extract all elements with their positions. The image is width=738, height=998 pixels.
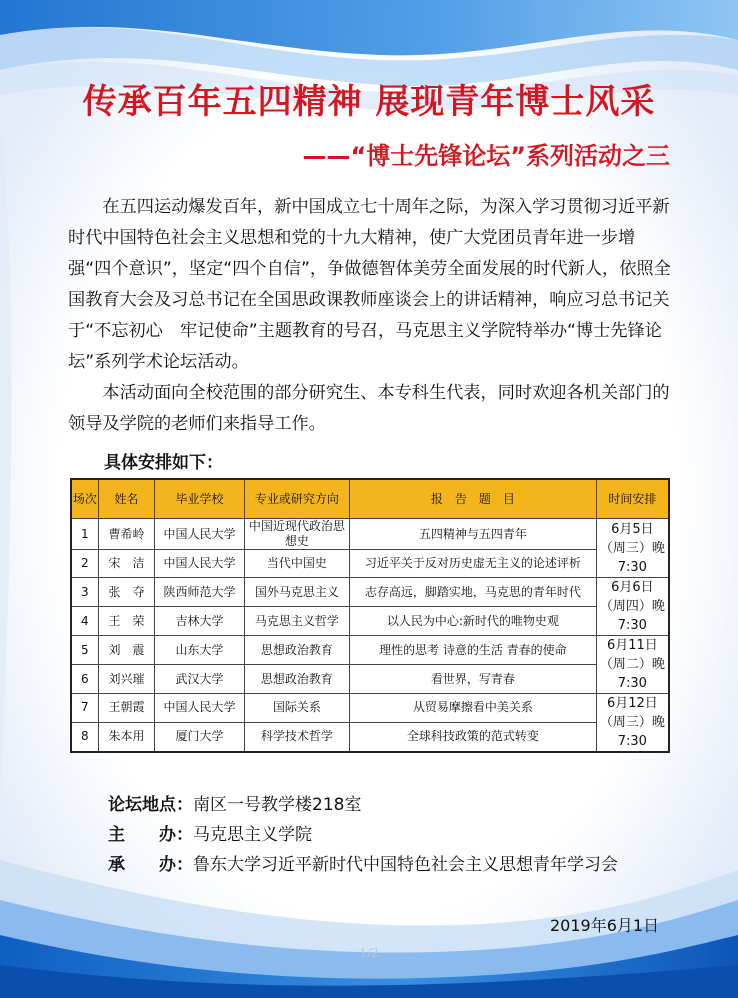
venue-label: 论坛地点：	[108, 795, 193, 815]
organizer-label: 承 办：	[108, 855, 193, 875]
intro-text	[68, 192, 672, 440]
cell-topic: 看世界，写青春	[349, 665, 596, 694]
cell-no: 5	[71, 636, 98, 665]
cell-no: 3	[71, 578, 98, 607]
table-row	[71, 550, 669, 578]
cell-major: 国际关系	[244, 694, 349, 723]
cell-name: 王朝霞	[98, 694, 154, 723]
header-topic: 报 告 题 目	[349, 479, 596, 519]
cell-major: 当代中国史	[244, 550, 349, 578]
cell-topic: 志存高远，脚踏实地，马克思的青年时代	[349, 578, 596, 607]
issue-date: 2019年6月1日	[550, 916, 660, 935]
cell-major: 马克思主义哲学	[244, 607, 349, 636]
cell-name: 刘兴璀	[98, 665, 154, 694]
cell-time: 6月12日（周三）晚7:30	[596, 694, 669, 753]
cell-school: 陕西师范大学	[155, 578, 245, 607]
cell-no: 7	[71, 694, 98, 723]
organizer-line	[108, 850, 618, 875]
host-value: 马克思主义学院	[193, 825, 312, 845]
table-row	[71, 519, 669, 550]
page-subtitle: ——“博士先锋论坛”系列活动之三	[302, 142, 670, 170]
table-row	[71, 694, 669, 723]
cell-topic: 理性的思考 诗意的生活 青春的使命	[349, 636, 596, 665]
cell-school: 吉林大学	[155, 607, 245, 636]
cell-topic: 五四精神与五四青年	[349, 519, 596, 550]
cell-topic: 全球科技政策的范式转变	[349, 722, 596, 752]
cell-school: 中国人民大学	[155, 694, 245, 723]
venue-value: 南区一号教学楼218室	[193, 795, 362, 815]
cell-name: 王 荣	[98, 607, 154, 636]
cell-name: 宋 洁	[98, 550, 154, 578]
cell-no: 2	[71, 550, 98, 578]
cell-school: 中国人民大学	[155, 550, 245, 578]
host-line	[108, 820, 312, 845]
table-row	[71, 636, 669, 665]
venue-line	[108, 790, 361, 815]
schedule-table	[70, 478, 670, 753]
table-row	[71, 665, 669, 694]
cell-major: 思想政治教育	[244, 636, 349, 665]
cell-topic: 习近平关于反对历史虚无主义的论述评析	[349, 550, 596, 578]
organizer-value: 鲁东大学习近平新时代中国特色社会主义思想青年学习会	[193, 855, 618, 875]
header-major: 专业或研究方向	[244, 479, 349, 519]
cell-name: 曹希岭	[98, 519, 154, 550]
cell-school: 武汉大学	[155, 665, 245, 694]
cell-time: 6月11日（周二）晚7:30	[596, 636, 669, 694]
arrangement-heading: 具体安排如下：	[104, 453, 223, 473]
header-school: 毕业学校	[155, 479, 245, 519]
cell-no: 8	[71, 722, 98, 752]
cell-major: 中国近现代政治思想史	[244, 519, 349, 550]
cell-major: 思想政治教育	[244, 665, 349, 694]
table-row	[71, 607, 669, 636]
cell-name: 张 夺	[98, 578, 154, 607]
cell-no: 1	[71, 519, 98, 550]
cell-no: 4	[71, 607, 98, 636]
page-title: 传承百年五四精神 展现青年博士风采	[82, 82, 656, 122]
cell-topic: 从贸易摩擦看中美关系	[349, 694, 596, 723]
cell-school: 厦门大学	[155, 722, 245, 752]
cell-major: 科学技术哲学	[244, 722, 349, 752]
cell-time: 6月6日（周四）晚7:30	[596, 578, 669, 636]
table-row	[71, 578, 669, 607]
host-label: 主 办：	[108, 825, 193, 845]
cell-school: 中国人民大学	[155, 519, 245, 550]
table-header-row	[71, 479, 669, 519]
cell-school: 山东大学	[155, 636, 245, 665]
header-session: 场次	[71, 479, 98, 519]
intro-paragraph-1: 在五四运动爆发百年，新中国成立七十周年之际，为深入学习贯彻习近平新时代中国特色社会主义思想和党的十九大精神，使广大党团员青年进一步增强“四个意识”，坚定“四个自信”，争做德智体美劳全面发展的时代新人，依照全国教育大会及习总书记在全国思政课教师座谈会上的讲话精神，响应习总书记关于“不忘初心 牢记使命”主题教育的号召，马克思主义学院特举办“博士先锋论坛”系列学术论坛活动。	[68, 197, 671, 372]
intro-paragraph-2: 本活动面向全校范围的部分研究生、本专科生代表，同时欢迎各机关部门的领导及学院的老师们来指导工作。	[68, 383, 670, 434]
header-time: 时间安排	[596, 479, 669, 519]
page-number: 1/2	[359, 946, 379, 960]
cell-major: 国外马克思主义	[244, 578, 349, 607]
cell-name: 刘 震	[98, 636, 154, 665]
cell-topic: 以人民为中心:新时代的唯物史观	[349, 607, 596, 636]
header-name: 姓名	[98, 479, 154, 519]
cell-no: 6	[71, 665, 98, 694]
cell-time: 6月5日（周三）晚 7:30	[596, 519, 669, 578]
cell-name: 朱本用	[98, 722, 154, 752]
table-row	[71, 722, 669, 752]
